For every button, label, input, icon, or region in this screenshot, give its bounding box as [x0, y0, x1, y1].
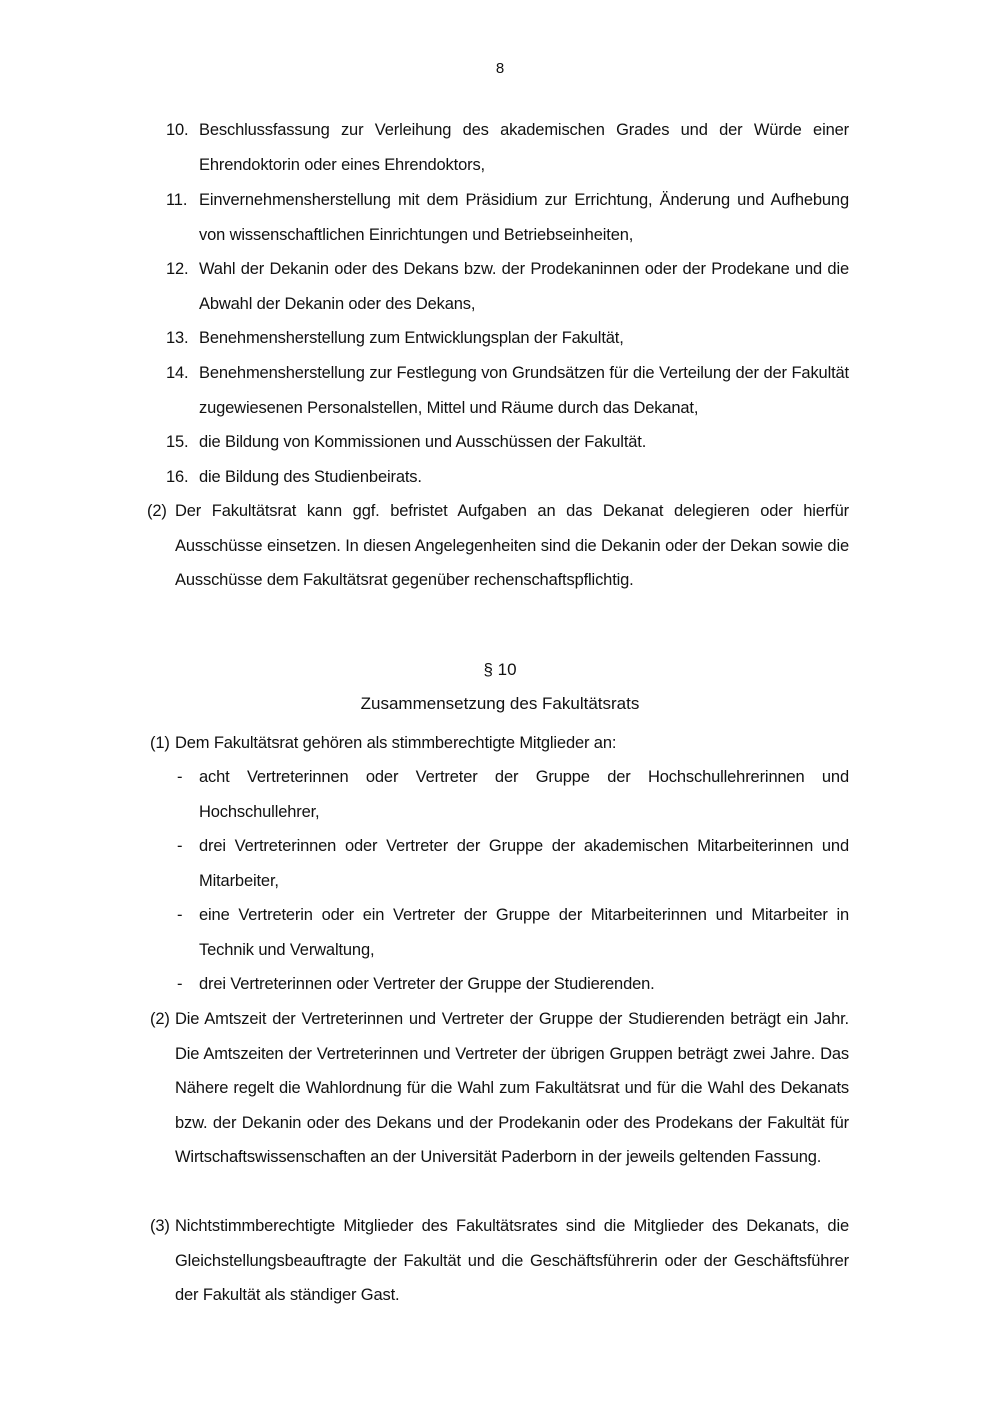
bullet-dash: - [177, 906, 183, 924]
list-item [0, 898, 1000, 968]
bullet-dash: - [177, 837, 183, 855]
list-item [0, 967, 1000, 1002]
list-item-number: 16. [166, 468, 189, 486]
page-number: 8 [495, 60, 505, 77]
list-item-text: Benehmensherstellung zum Entwicklungsplan der Fakultät, [199, 329, 624, 347]
list-item [0, 460, 1000, 495]
list-item-text: Benehmensherstellung zur Festlegung von Grundsätzen für die Verteilung der der Fakultät zugewiesenen Personalstellen, Mittel und Räume durch das Dekanat, [199, 364, 849, 417]
list-item [0, 113, 1000, 183]
list-item [0, 356, 1000, 426]
paragraph-number: (1) [150, 734, 170, 752]
paragraph-number: (3) [150, 1217, 170, 1235]
list-item-text: die Bildung des Studienbeirats. [199, 468, 422, 486]
paragraph-text: Die Amtszeit der Vertreterinnen und Vertreter der Gruppe der Studierenden beträgt ein Jahr. Die Amtszeiten der Vertreterinnen und Vertreter der übrigen Gruppen beträgt zwei Jahre. Das Nähere regelt die Wahlordnung für die Wahl zum Fakultätsrat und für die Wahl des Dekanats bzw. der Dekanin oder des Dekans und der Prodekanin oder des Prodekans der Fakultät für Wirtschaftswissenschaften an der Universität Paderborn in der jeweils geltenden Fassung. [175, 1010, 849, 1166]
list-item-number: 10. [166, 121, 189, 139]
list-item [0, 425, 1000, 460]
list-item-text: drei Vertreterinnen oder Vertreter der Gruppe der akademischen Mitarbeiterinnen und Mitarbeiter, [199, 837, 849, 890]
paragraph-number: (2) [150, 1010, 170, 1028]
list-item-text: drei Vertreterinnen oder Vertreter der Gruppe der Studierenden. [199, 975, 655, 993]
list-item-text: Wahl der Dekanin oder des Dekans bzw. der Prodekaninnen oder der Prodekane und die Abwahl der Dekanin oder des Dekans, [199, 260, 849, 313]
paragraph-text: Der Fakultätsrat kann ggf. befristet Aufgaben an das Dekanat delegieren oder hierfür Ausschüsse einsetzen. In diesen Angelegenheiten sind die Dekanin oder der Dekan sowie die Ausschüsse dem Fakultätsrat gegenüber rechenschaftspflichtig. [175, 502, 849, 589]
list-item-text: die Bildung von Kommissionen und Ausschüssen der Fakultät. [199, 433, 647, 451]
paragraph [0, 726, 1000, 761]
list-item-number: 13. [166, 329, 189, 347]
list-item-text: eine Vertreterin oder ein Vertreter der Gruppe der Mitarbeiterinnen und Mitarbeiter in Technik und Verwaltung, [199, 906, 849, 959]
list-item [0, 829, 1000, 899]
paragraph [0, 1209, 1000, 1314]
section-title: Zusammensetzung des Fakultätsrats [360, 694, 640, 713]
paragraph [0, 494, 1000, 599]
paragraph-text: Dem Fakultätsrat gehören als stimmberechtigte Mitglieder an: [175, 734, 617, 752]
list-item-text: Beschlussfassung zur Verleihung des akademischen Grades und der Würde einer Ehrendoktorin oder eines Ehrendoktors, [199, 121, 849, 174]
paragraph-number: (2) [147, 502, 167, 520]
paragraph [0, 1002, 1000, 1212]
list-item-text: Einvernehmensherstellung mit dem Präsidium zur Errichtung, Änderung und Aufhebung von wissenschaftlichen Einrichtungen und Betriebseinheiten, [199, 191, 849, 244]
list-item [0, 252, 1000, 322]
bullet-dash: - [177, 768, 183, 786]
list-item-text: acht Vertreterinnen oder Vertreter der Gruppe der Hochschullehrerinnen und Hochschullehrer, [199, 768, 849, 821]
list-item-number: 15. [166, 433, 189, 451]
list-item [0, 183, 1000, 253]
list-item [0, 321, 1000, 356]
list-item [0, 760, 1000, 830]
section-number: § 10 [483, 660, 517, 679]
paragraph-text: Nichtstimmberechtigte Mitglieder des Fakultätsrates sind die Mitglieder des Dekanats, die Gleichstellungsbeauftragte der Fakultät und die Geschäftsführerin oder der Geschäftsführer der Fakultät als ständiger Gast. [175, 1217, 849, 1304]
list-item-number: 11. [166, 191, 188, 209]
list-item-number: 14. [166, 364, 189, 382]
bullet-dash: - [177, 975, 183, 993]
list-item-number: 12. [166, 260, 189, 278]
